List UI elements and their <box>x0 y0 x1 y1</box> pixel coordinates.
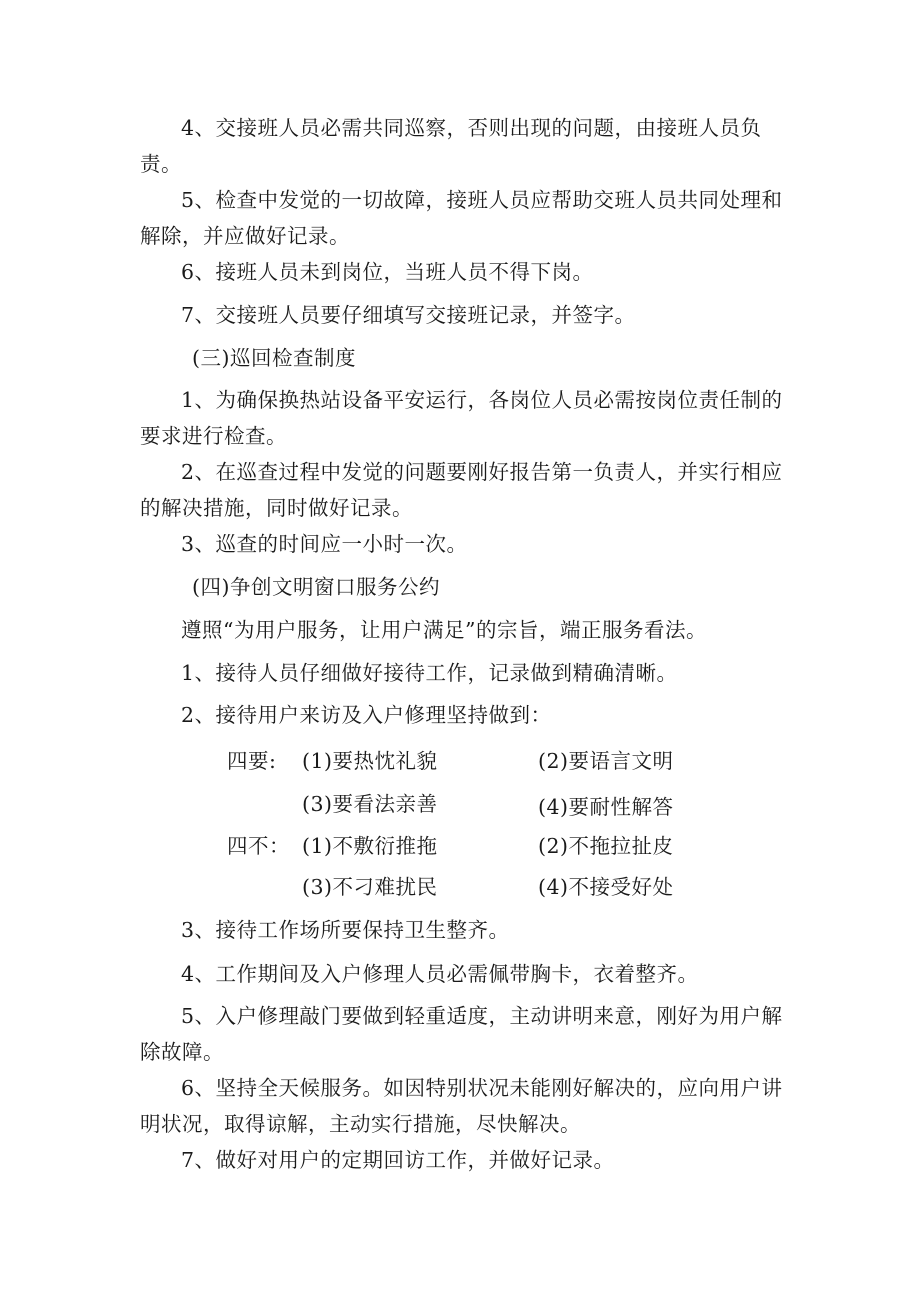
four-musts-label: 四要: <box>227 749 277 773</box>
paragraph-handover-5: 5、检查中发觉的一切故障，接班人员应帮助交班人员共同处理和解除，并应做好记录。 <box>140 188 783 248</box>
paragraph-service-5: 5、入户修理敲门要做到轻重适度，主动讲明来意，刚好为用户解除故障。 <box>140 1004 783 1064</box>
four-donts-label: 四不： <box>227 834 290 858</box>
paragraph-service-1: 1、接待人员仔细做好接待工作，记录做到精确清晰。 <box>181 661 678 685</box>
four-donts-item: (3)不刁难扰民 <box>302 875 438 899</box>
four-donts-item: (4)不接受好处 <box>538 875 674 899</box>
four-donts-item: (2)不拖拉扯皮 <box>538 834 674 858</box>
four-musts-item: (4)要耐性解答 <box>538 795 674 819</box>
paragraph-inspection-1: 1、为确保换热站设备平安运行，各岗位人员必需按岗位责任制的要求进行检查。 <box>140 388 783 448</box>
section-heading-service-pledge: (四)争创文明窗口服务公约 <box>192 575 440 599</box>
paragraph-service-6: 6、坚持全天候服务。如因特别状况未能刚好解决的，应向用户讲明状况，取得谅解，主动实行措施，尽快解决。 <box>140 1076 783 1136</box>
four-donts-item: (1)不敷衍推拖 <box>302 834 438 858</box>
section-heading-inspection: (三)巡回检查制度 <box>192 346 356 370</box>
paragraph-service-4: 4、工作期间及入户修理人员必需佩带胸卡，衣着整齐。 <box>181 962 699 986</box>
paragraph-handover-7: 7、交接班人员要仔细填写交接班记录，并签字。 <box>181 303 636 327</box>
four-musts-item: (2)要语言文明 <box>538 749 674 773</box>
paragraph-inspection-2: 2、在巡查过程中发觉的问题要刚好报告第一负责人，并实行相应的解决措施，同时做好记录。 <box>140 460 783 520</box>
paragraph-service-intro: 遵照“为用户服务，让用户满足”的宗旨，端正服务看法。 <box>181 618 707 642</box>
paragraph-handover-4: 4、交接班人员必需共同巡察，否则出现的问题，由接班人员负责。 <box>140 116 762 176</box>
four-musts-item: (3)要看法亲善 <box>302 792 438 816</box>
paragraph-service-3: 3、接待工作场所要保持卫生整齐。 <box>181 918 510 942</box>
paragraph-handover-6: 6、接班人员未到岗位，当班人员不得下岗。 <box>181 260 594 284</box>
paragraph-inspection-3: 3、巡查的时间应一小时一次。 <box>181 532 468 556</box>
paragraph-service-2: 2、接待用户来访及入户修理坚持做到： <box>181 703 552 727</box>
paragraph-service-7: 7、做好对用户的定期回访工作，并做好记录。 <box>181 1148 615 1172</box>
four-musts-item: (1)要热忱礼貌 <box>302 749 438 773</box>
